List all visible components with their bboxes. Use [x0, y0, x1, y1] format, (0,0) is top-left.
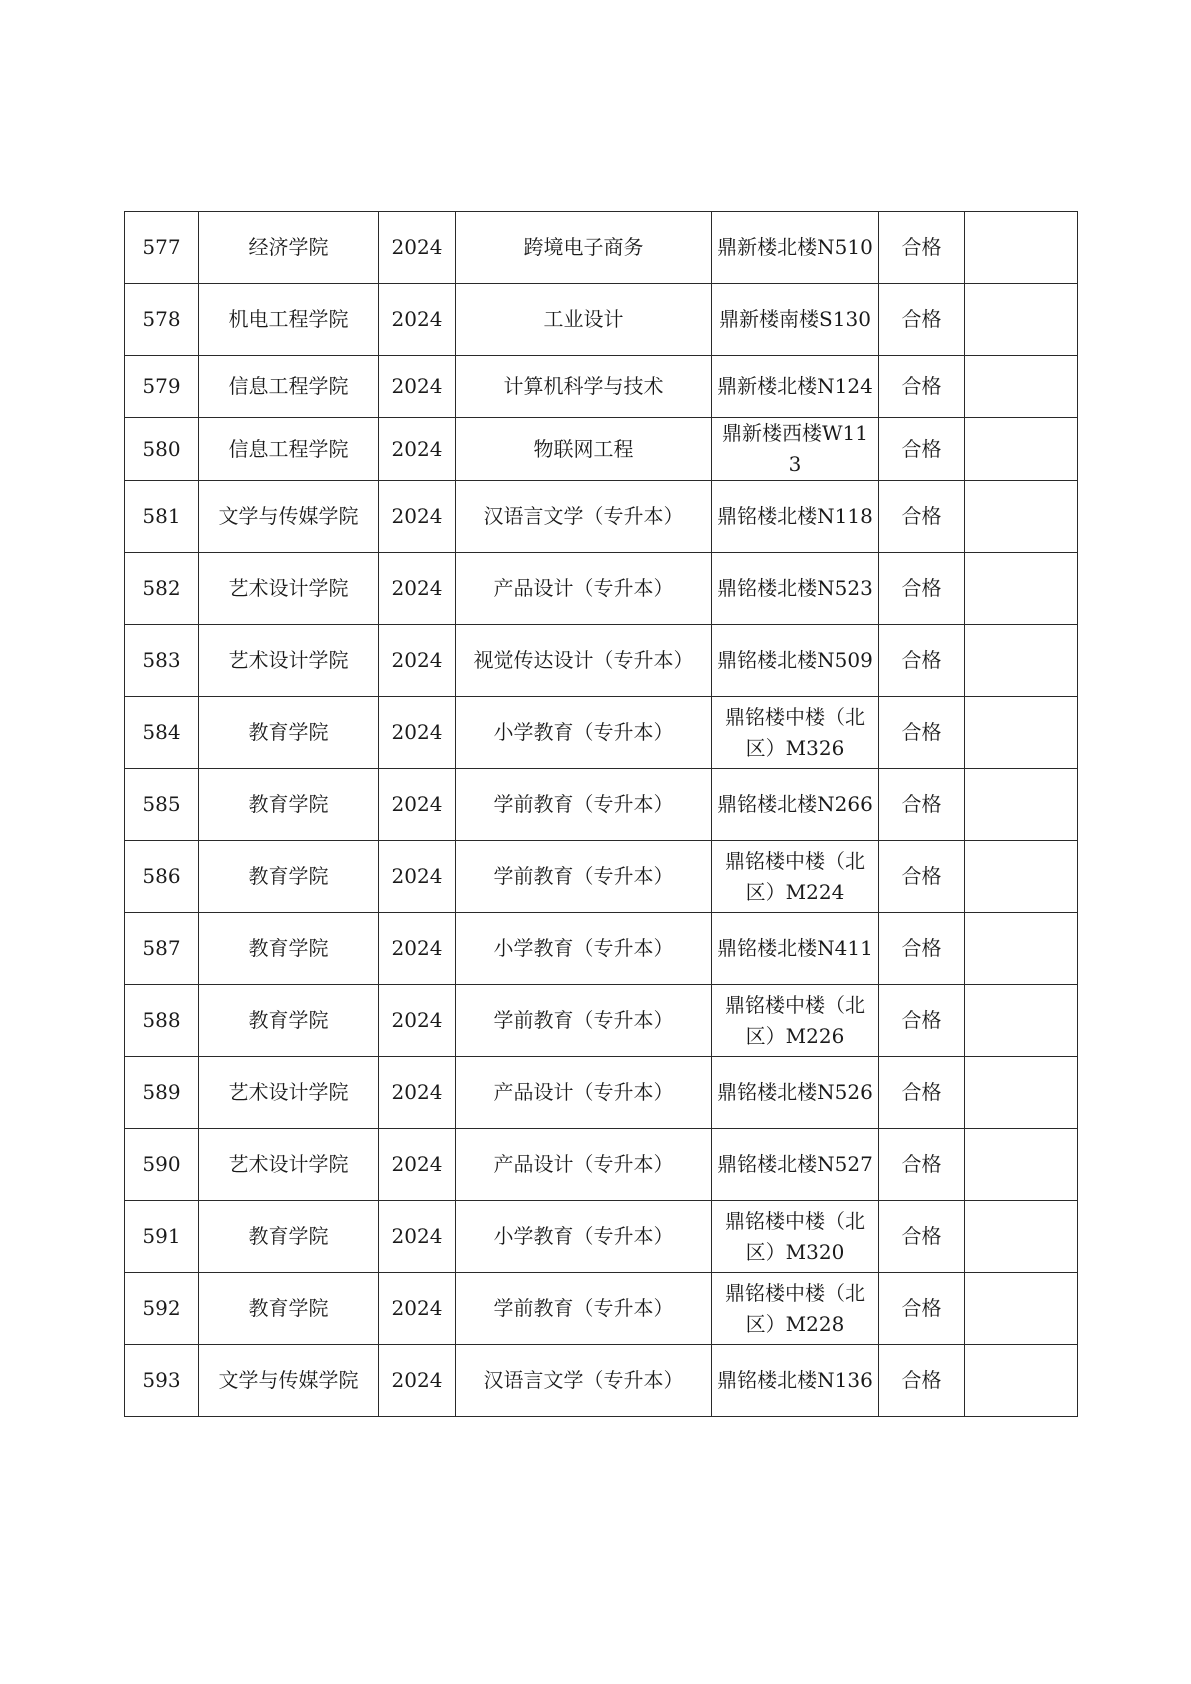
year-cell: 2024	[379, 284, 456, 356]
year-cell: 2024	[379, 418, 456, 481]
table-row	[125, 1273, 1078, 1345]
major-cell: 学前教育（专升本）	[456, 769, 712, 841]
room-cell: 鼎铭楼北楼N136	[712, 1345, 879, 1417]
result-cell: 合格	[879, 769, 965, 841]
inspection-results-table	[124, 211, 1078, 1417]
room-cell: 鼎铭楼中楼（北区）M326	[712, 697, 879, 769]
college-cell: 教育学院	[199, 697, 379, 769]
major-cell: 学前教育（专升本）	[456, 841, 712, 913]
major-cell: 小学教育（专升本）	[456, 697, 712, 769]
year-cell: 2024	[379, 1201, 456, 1273]
year-cell: 2024	[379, 841, 456, 913]
year-cell: 2024	[379, 697, 456, 769]
college-cell: 艺术设计学院	[199, 553, 379, 625]
remark-cell	[965, 481, 1078, 553]
room-cell: 鼎铭楼北楼N527	[712, 1129, 879, 1201]
row-number-cell: 585	[125, 769, 199, 841]
college-cell: 艺术设计学院	[199, 1057, 379, 1129]
remark-cell	[965, 418, 1078, 481]
result-cell: 合格	[879, 913, 965, 985]
table-row	[125, 553, 1078, 625]
college-cell: 文学与传媒学院	[199, 1345, 379, 1417]
table-row	[125, 625, 1078, 697]
major-cell: 小学教育（专升本）	[456, 913, 712, 985]
table-row	[125, 1201, 1078, 1273]
room-cell: 鼎铭楼北楼N523	[712, 553, 879, 625]
table-row	[125, 418, 1078, 481]
major-cell: 跨境电子商务	[456, 212, 712, 284]
major-cell: 计算机科学与技术	[456, 356, 712, 418]
major-cell: 物联网工程	[456, 418, 712, 481]
major-cell: 学前教育（专升本）	[456, 985, 712, 1057]
major-cell: 学前教育（专升本）	[456, 1273, 712, 1345]
table-row	[125, 985, 1078, 1057]
major-cell: 汉语言文学（专升本）	[456, 481, 712, 553]
year-cell: 2024	[379, 1057, 456, 1129]
college-cell: 教育学院	[199, 841, 379, 913]
result-cell: 合格	[879, 284, 965, 356]
result-cell: 合格	[879, 553, 965, 625]
year-cell: 2024	[379, 1345, 456, 1417]
result-cell: 合格	[879, 356, 965, 418]
major-cell: 视觉传达设计（专升本）	[456, 625, 712, 697]
room-cell: 鼎新楼西楼W113	[712, 418, 879, 481]
college-cell: 信息工程学院	[199, 356, 379, 418]
result-cell: 合格	[879, 697, 965, 769]
row-number-cell: 592	[125, 1273, 199, 1345]
college-cell: 教育学院	[199, 1273, 379, 1345]
year-cell: 2024	[379, 481, 456, 553]
college-cell: 艺术设计学院	[199, 625, 379, 697]
remark-cell	[965, 1057, 1078, 1129]
room-cell: 鼎铭楼北楼N118	[712, 481, 879, 553]
row-number-cell: 587	[125, 913, 199, 985]
college-cell: 机电工程学院	[199, 284, 379, 356]
row-number-cell: 591	[125, 1201, 199, 1273]
table-body	[125, 212, 1078, 1417]
table-row	[125, 212, 1078, 284]
college-cell: 教育学院	[199, 913, 379, 985]
major-cell: 工业设计	[456, 284, 712, 356]
major-cell: 产品设计（专升本）	[456, 1129, 712, 1201]
year-cell: 2024	[379, 985, 456, 1057]
table-row	[125, 356, 1078, 418]
room-cell: 鼎铭楼北楼N266	[712, 769, 879, 841]
room-cell: 鼎新楼北楼N510	[712, 212, 879, 284]
row-number-cell: 589	[125, 1057, 199, 1129]
result-cell: 合格	[879, 1129, 965, 1201]
row-number-cell: 593	[125, 1345, 199, 1417]
remark-cell	[965, 284, 1078, 356]
row-number-cell: 588	[125, 985, 199, 1057]
major-cell: 汉语言文学（专升本）	[456, 1345, 712, 1417]
result-cell: 合格	[879, 985, 965, 1057]
college-cell: 信息工程学院	[199, 418, 379, 481]
table-row	[125, 284, 1078, 356]
room-cell: 鼎铭楼中楼（北区）M224	[712, 841, 879, 913]
remark-cell	[965, 1129, 1078, 1201]
year-cell: 2024	[379, 1129, 456, 1201]
remark-cell	[965, 1273, 1078, 1345]
row-number-cell: 584	[125, 697, 199, 769]
major-cell: 产品设计（专升本）	[456, 1057, 712, 1129]
row-number-cell: 580	[125, 418, 199, 481]
result-cell: 合格	[879, 212, 965, 284]
room-cell: 鼎铭楼北楼N411	[712, 913, 879, 985]
table-row	[125, 1057, 1078, 1129]
table-row	[125, 697, 1078, 769]
result-cell: 合格	[879, 625, 965, 697]
row-number-cell: 577	[125, 212, 199, 284]
room-cell: 鼎新楼北楼N124	[712, 356, 879, 418]
year-cell: 2024	[379, 769, 456, 841]
college-cell: 教育学院	[199, 769, 379, 841]
college-cell: 教育学院	[199, 985, 379, 1057]
remark-cell	[965, 356, 1078, 418]
result-cell: 合格	[879, 481, 965, 553]
result-cell: 合格	[879, 418, 965, 481]
college-cell: 教育学院	[199, 1201, 379, 1273]
remark-cell	[965, 697, 1078, 769]
remark-cell	[965, 553, 1078, 625]
room-cell: 鼎新楼南楼S130	[712, 284, 879, 356]
remark-cell	[965, 1201, 1078, 1273]
year-cell: 2024	[379, 625, 456, 697]
result-cell: 合格	[879, 841, 965, 913]
remark-cell	[965, 625, 1078, 697]
year-cell: 2024	[379, 356, 456, 418]
table-row	[125, 841, 1078, 913]
row-number-cell: 581	[125, 481, 199, 553]
room-cell: 鼎铭楼北楼N526	[712, 1057, 879, 1129]
row-number-cell: 582	[125, 553, 199, 625]
room-cell: 鼎铭楼北楼N509	[712, 625, 879, 697]
table-row	[125, 913, 1078, 985]
result-cell: 合格	[879, 1201, 965, 1273]
room-cell: 鼎铭楼中楼（北区）M228	[712, 1273, 879, 1345]
row-number-cell: 579	[125, 356, 199, 418]
college-cell: 经济学院	[199, 212, 379, 284]
table-row	[125, 481, 1078, 553]
room-cell: 鼎铭楼中楼（北区）M320	[712, 1201, 879, 1273]
result-cell: 合格	[879, 1345, 965, 1417]
major-cell: 产品设计（专升本）	[456, 553, 712, 625]
row-number-cell: 578	[125, 284, 199, 356]
college-cell: 艺术设计学院	[199, 1129, 379, 1201]
room-cell: 鼎铭楼中楼（北区）M226	[712, 985, 879, 1057]
remark-cell	[965, 985, 1078, 1057]
row-number-cell: 583	[125, 625, 199, 697]
year-cell: 2024	[379, 212, 456, 284]
table-row	[125, 1345, 1078, 1417]
table-row	[125, 1129, 1078, 1201]
remark-cell	[965, 769, 1078, 841]
year-cell: 2024	[379, 1273, 456, 1345]
row-number-cell: 590	[125, 1129, 199, 1201]
table-row	[125, 769, 1078, 841]
year-cell: 2024	[379, 913, 456, 985]
remark-cell	[965, 913, 1078, 985]
remark-cell	[965, 1345, 1078, 1417]
major-cell: 小学教育（专升本）	[456, 1201, 712, 1273]
result-cell: 合格	[879, 1057, 965, 1129]
college-cell: 文学与传媒学院	[199, 481, 379, 553]
remark-cell	[965, 212, 1078, 284]
remark-cell	[965, 841, 1078, 913]
row-number-cell: 586	[125, 841, 199, 913]
year-cell: 2024	[379, 553, 456, 625]
result-cell: 合格	[879, 1273, 965, 1345]
